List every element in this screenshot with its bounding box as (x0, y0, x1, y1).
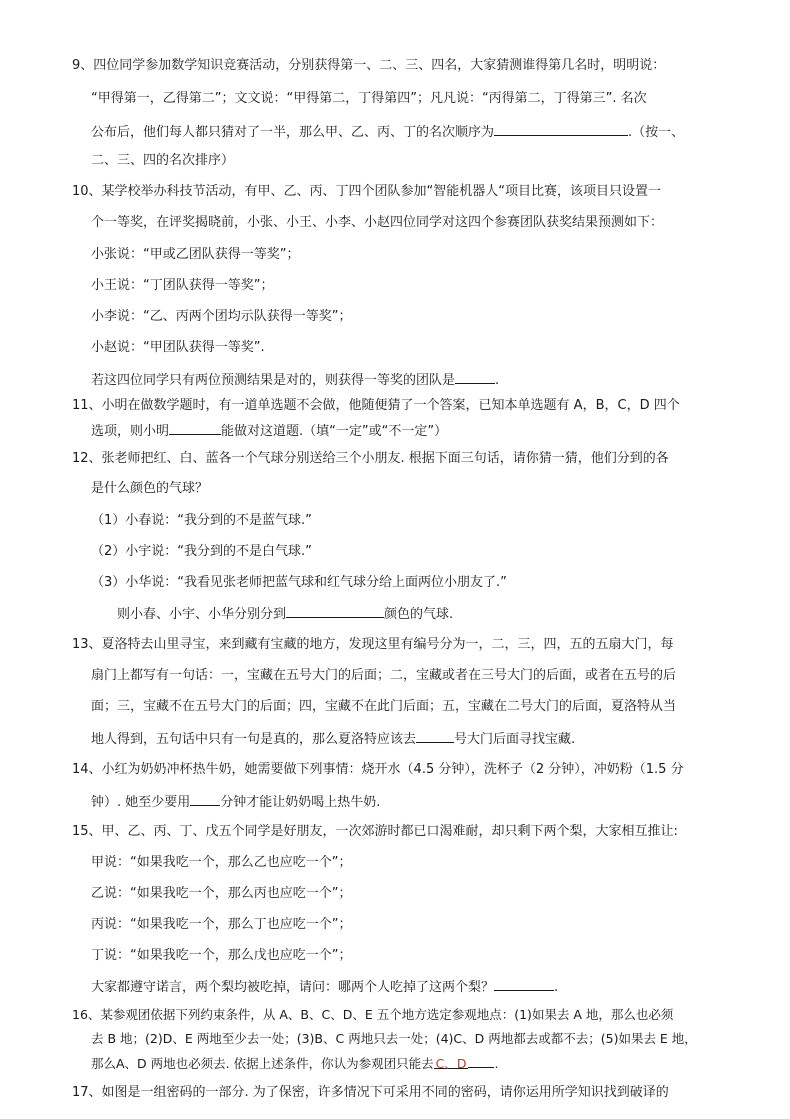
q13-line-4 (91, 728, 575, 748)
q10-statement-2: 小王说：“丁团队获得一等奖”； (91, 278, 274, 293)
q10-statement-3: 小李说：“乙、丙两个团均示队获得一等奖”； (91, 309, 352, 324)
q9-line-3 (91, 121, 684, 141)
q10-text-1: 某学校举办科技节活动，有甲、乙、丙、丁四个团队参加“智能机器人“项目比赛，该项目只设置一 (101, 184, 662, 199)
q9-text-1: 四位同学参加数学知识竞赛活动，分别获得第一、二、三、四名，大家猜测谁得第几名时，明明说： (93, 58, 666, 73)
q15-statement-4: 丁说：“如果我吃一个，那么戊也应吃一个”； (91, 948, 352, 963)
q15-question-text: 大家都遵守诺言，两个梨均被吃掉，请问：哪两个人吃掉了这两个梨？ (91, 980, 495, 995)
q11-answer-blank[interactable] (169, 420, 221, 435)
q14-number: 14、 (72, 762, 102, 777)
q10-number: 10、 (72, 184, 102, 199)
q10-line-2: 个一等奖，在评奖揭晓前，小张、小王、小李、小赵四位同学对这四个参赛团队获奖结果预测如下： (91, 215, 664, 230)
q10-line-1 (72, 182, 661, 202)
q10-end: . (495, 373, 500, 388)
q12-question-a: 则小春、小宇、小华分别分到 (117, 607, 287, 622)
q9-text-3b: .（按一、 (628, 125, 685, 140)
q15-number: 15、 (72, 824, 102, 839)
q14-answer-blank[interactable] (190, 791, 220, 806)
q15-statement-1: 甲说：“如果我吃一个，那么乙也应吃一个”； (91, 855, 352, 870)
q9-line-4: 二、三、四的名次排序） (91, 153, 235, 168)
q11-line-2 (91, 420, 447, 440)
q15-statement-2: 乙说：“如果我吃一个，那么丙也应吃一个”； (91, 886, 352, 901)
q14-line-2 (91, 791, 380, 811)
q12-statement-2: （2）小宇说：“我分到的不是白气球.” (91, 544, 312, 559)
q16-answer[interactable]: C、D (435, 1056, 467, 1071)
q12-statement-3: （3）小华说：“我看见张老师把蓝气球和红气球分给上面两位小朋友了.” (91, 575, 507, 590)
q12-line-2: 是什么颜色的气球？ (91, 481, 209, 496)
q13-line-3: 面；三，宝藏不在五号大门的后面；四，宝藏不在此门后面；五，宝藏在二号大门的后面，夏洛特从当 (91, 699, 677, 714)
q10-question (91, 369, 499, 389)
q10-answer-blank[interactable] (455, 369, 495, 384)
q15-question (91, 976, 558, 996)
q16-text-1: 某参观团依据下列约束条件，从 A、B、C、D、E 五个地方选定参观地点：(1)如果去 A 地，那么也必须 (100, 1007, 674, 1022)
q9-line-2: “甲得第一，乙得第二”；文文说：“甲得第二，丁得第四”；凡凡说：“丙得第二，丁得第三”. 名次 (91, 91, 647, 106)
q9-text-3: 公布后，他们每人都只猜对了一半，那么甲、乙、丙、丁的名次顺序为 (91, 125, 495, 140)
q12-number: 12、 (72, 451, 102, 466)
q16-end: . (494, 1056, 499, 1071)
q9-line-1 (72, 56, 665, 76)
q13-text-4b: 号大门后面寻找宝藏. (454, 732, 576, 747)
q17-text-1: 如图是一组密码的一部分. 为了保密，许多情况下可采用不同的密码，请你运用所学知识找到破译的 (101, 1085, 669, 1100)
q13-line-2: 扇门上都写有一句话：一，宝藏在五号大门的后面；二，宝藏或者在三号大门的后面，或者在五号的后 (91, 668, 677, 683)
q10-statement-1: 小张说：“甲或乙团队获得一等奖”； (91, 247, 300, 262)
q12-question-b: 颜色的气球. (384, 607, 454, 622)
q16-line-2: 去 B 地；(2)D、E 两地至少去一处；(3)B、C 两地只去一处；(4)C、D 两地都去或都不去；(5)如果去 E 地， (91, 1031, 697, 1046)
q11-text-2b: 能做对这道题.（填“一定”或“不一定”） (221, 424, 448, 439)
q10-statement-4: 小赵说：“甲团队获得一等奖”. (91, 340, 265, 355)
q11-number: 11、 (72, 398, 102, 413)
q10-question-text: 若这四位同学只有两位预测结果是对的，则获得一等奖的团队是 (91, 373, 456, 388)
q15-end: . (554, 980, 559, 995)
q11-line-1 (72, 396, 680, 416)
q9-answer-blank[interactable] (494, 121, 628, 136)
q16-line-1 (72, 1005, 673, 1025)
q16-number: 16、 (72, 1007, 101, 1022)
q13-text-4a: 地人得到，五句话中只有一句是真的，那么夏洛特应该去 (91, 732, 417, 747)
q15-line-1 (72, 822, 678, 842)
q14-text-2a: 钟）. 她至少要用 (91, 795, 191, 810)
q12-answer-blank[interactable] (286, 603, 384, 618)
q13-number: 13、 (72, 637, 102, 652)
q14-text-1: 小红为奶奶冲杯热牛奶，她需要做下列事情：烧开水（4.5 分钟），洗杯子（2 分钟），冲奶粉（1.5 分 (101, 762, 684, 777)
q17-line-1 (72, 1083, 669, 1103)
q11-text-2a: 选项，则小明 (91, 424, 170, 439)
q15-text-1: 甲、乙、丙、丁、戊五个同学是好朋友，一次郊游时都已口渴难耐，却只剩下两个梨，大家相互推让: (101, 824, 678, 839)
q16-text-3a: 那么A、D 两地也必须去. 依据上述条件，你认为参观团只能去 (91, 1056, 434, 1071)
q16-line-3 (91, 1053, 498, 1073)
q17-number: 17、 (72, 1085, 102, 1100)
q14-line-1 (72, 760, 684, 780)
q13-line-1 (72, 635, 674, 655)
q13-answer-blank[interactable] (416, 728, 454, 743)
q12-line-1 (72, 449, 669, 469)
q12-question (117, 603, 453, 623)
q9-number: 9、 (72, 58, 94, 73)
q15-answer-blank[interactable] (494, 976, 554, 991)
q13-text-1: 夏洛特去山里寻宝，来到藏有宝藏的地方，发现这里有编号分为一，二，三，四，五的五扇大门，每 (101, 637, 674, 652)
q16-answer-blank-tail (468, 1053, 494, 1068)
q11-text-1: 小明在做数学题时，有一道单选题不会做，他随便猜了一个答案，已知本单选题有 A，B，C，D 四个 (101, 398, 680, 413)
q12-statement-1: （1）小春说：“我分到的不是蓝气球.” (91, 513, 312, 528)
q14-text-2b: 分钟才能让奶奶喝上热牛奶. (220, 795, 381, 810)
q12-text-1: 张老师把红、白、蓝各一个气球分别送给三个小朋友. 根据下面三句话，请你猜一猜，他们分到的各 (101, 451, 669, 466)
q15-statement-3: 丙说：“如果我吃一个，那么丁也应吃一个”； (91, 917, 352, 932)
